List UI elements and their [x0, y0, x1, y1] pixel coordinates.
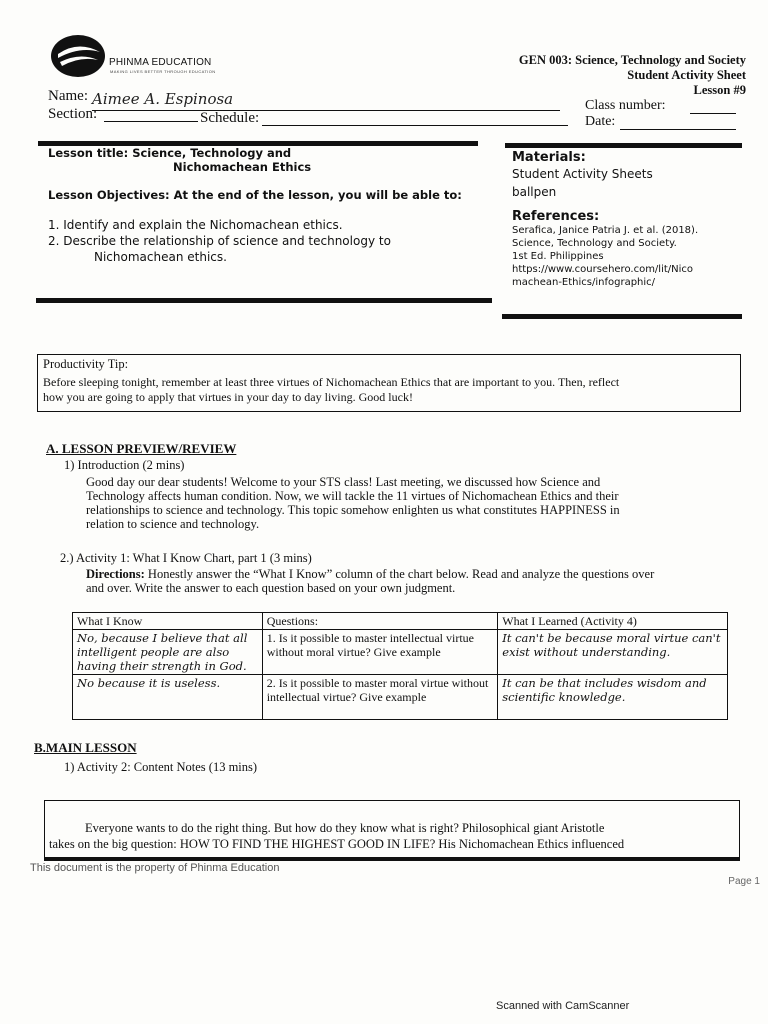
tip-heading: Productivity Tip: — [43, 357, 129, 371]
lesson-info — [48, 146, 478, 264]
activity-1-label: 2.) Activity 1: What I Know Chart, part 1 (3 mins) — [60, 551, 312, 565]
lesson-title-line2: Nichomachean Ethics — [173, 160, 312, 174]
activity-2-label: 1) Activity 2: Content Notes (13 mins) — [64, 760, 258, 774]
header-what-i-learned: What I Learned (Activity 4) — [498, 613, 728, 630]
lesson-number: Lesson #9 — [693, 83, 746, 97]
objective-2-line2: Nichomachean ethics. — [94, 250, 227, 264]
intro-line-2: Technology affects human condition. Now, we will tackle the 11 virtues of Nichomachean Ethics and their — [86, 489, 619, 503]
schedule-field[interactable] — [262, 124, 568, 126]
section-a-heading: A. LESSON PREVIEW/REVIEW — [46, 441, 237, 456]
what-i-know-chart — [72, 612, 728, 720]
directions-label: Directions: — [86, 567, 145, 581]
objective-1: 1. Identify and explain the Nichomachean ethics. — [48, 218, 343, 232]
directions-line-1: Honestly answer the “What I Know” column of the chart below. Read and analyze the questions over — [144, 567, 655, 581]
table-row — [73, 630, 728, 675]
intro-line-3: relationships to science and technology. This topic somehow enlighten us what constitutes HAPPINESS in — [86, 503, 620, 517]
answer-know-1[interactable]: No, because I believe that all intelligent people are also having their strength in God. — [73, 630, 263, 675]
intro-label: 1) Introduction (2 mins) — [64, 458, 185, 472]
schedule-label: Schedule: — [200, 110, 260, 126]
reference-line-1: Serafica, Janice Patria J. et al. (2018). — [512, 225, 699, 236]
section-field[interactable] — [104, 120, 198, 122]
objectives-heading: Lesson Objectives: At the end of the lesson, you will be able to: — [48, 188, 462, 202]
header-questions: Questions: — [262, 613, 498, 630]
phinma-logo-icon — [50, 34, 106, 78]
table-row — [73, 675, 728, 720]
references-heading: References: — [512, 209, 600, 224]
materials-item-2: ballpen — [512, 185, 557, 199]
brand-tagline: MAKING LIVES BETTER THROUGH EDUCATION — [110, 69, 216, 74]
materials-item-1: Student Activity Sheets — [512, 167, 653, 181]
name-field[interactable] — [92, 90, 560, 111]
materials-heading: Materials: — [512, 150, 586, 165]
reference-line-3: 1st Ed. Philippines — [512, 251, 604, 262]
lesson-rule-right — [502, 314, 742, 319]
date-field[interactable] — [620, 128, 736, 130]
content-notes-box — [44, 800, 740, 861]
reference-line-2: Science, Technology and Society. — [512, 238, 677, 249]
tip-line-1: Before sleeping tonight, remember at least three virtues of Nichomachean Ethics that are important to you. Then, reflect — [43, 375, 620, 389]
brand-name: PHINMA EDUCATION — [109, 57, 212, 68]
section-label: Section: — [48, 106, 98, 122]
reference-line-5[interactable]: machean-Ethics/infographic/ — [512, 277, 656, 288]
class-number-label: Class number: — [585, 98, 666, 113]
productivity-tip-box — [37, 354, 741, 412]
directions-line-2: and over. Write the answer to each question based on your own judgment. — [86, 581, 456, 595]
quote-line-1: Everyone wants to do the right thing. But how do they know what is right? Philosophical giant Aristotle — [85, 821, 605, 835]
objective-2-line1: 2. Describe the relationship of science and technology to — [48, 234, 391, 248]
answer-know-2[interactable]: No because it is useless. — [73, 675, 263, 720]
class-number-field[interactable] — [690, 112, 736, 114]
page-number: Page 1 — [728, 876, 760, 887]
header-what-i-know: What I Know — [73, 613, 263, 630]
intro-line-1: Good day our dear students! Welcome to your STS class! Last meeting, we discussed how Science and — [86, 475, 601, 489]
sheet-title: Student Activity Sheet — [627, 68, 746, 82]
question-2: 2. Is it possible to master moral virtue without intellectual virtue? Give example — [262, 675, 498, 720]
footer-property: This document is the property of Phinma Education — [30, 862, 280, 874]
directions — [86, 567, 746, 595]
intro-text — [86, 475, 736, 531]
intro-line-4: relation to science and technology. — [86, 517, 260, 531]
tip-line-2: how you are going to apply that virtues in your day to day living. Good luck! — [43, 390, 413, 404]
answer-learned-2[interactable]: It can be that includes wisdom and scientific knowledge. — [498, 675, 728, 720]
lesson-rule-left — [36, 298, 492, 303]
question-1: 1. Is it possible to master intellectual virtue without moral virtue? Give example — [262, 630, 498, 675]
answer-learned-1[interactable]: It can't be because moral virtue can't exist without understanding. — [498, 630, 728, 675]
quote-line-2: takes on the big question: HOW TO FIND THE HIGHEST GOOD IN LIFE? His Nichomachean Ethics influenced — [49, 837, 625, 851]
date-label: Date: — [585, 114, 616, 129]
course-title: GEN 003: Science, Technology and Society — [518, 53, 746, 67]
materials-references — [512, 150, 752, 289]
reference-line-4[interactable]: https://www.coursehero.com/lit/Nico — [512, 264, 694, 275]
lesson-title-line1: Lesson title: Science, Technology and — [48, 146, 292, 160]
name-value: Aimee A. Espinosa — [92, 90, 234, 108]
scanned-watermark: Scanned with CamScanner — [496, 1000, 630, 1012]
name-label: Name: — [48, 88, 88, 104]
header-rule-right — [505, 143, 742, 148]
section-b-heading: B.MAIN LESSON — [34, 740, 137, 755]
course-header — [519, 53, 746, 98]
